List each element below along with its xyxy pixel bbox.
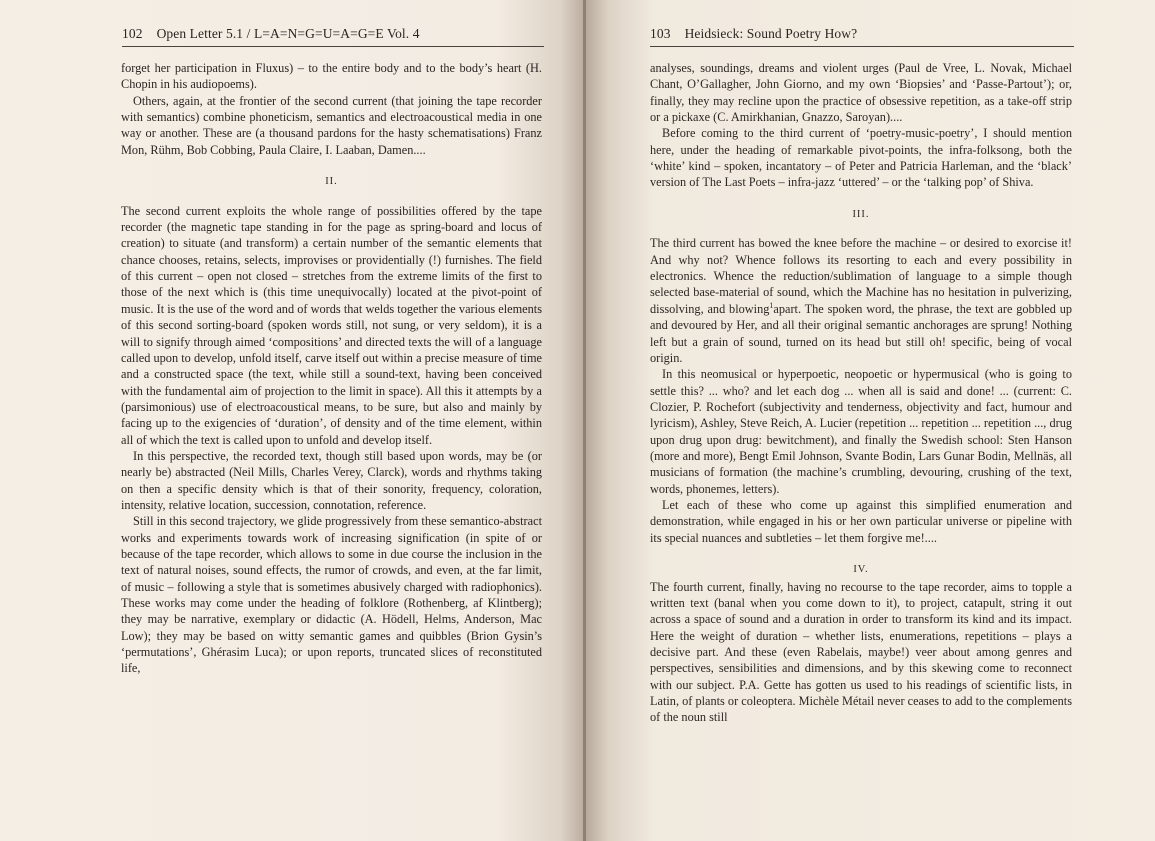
right-article-title: Heidsieck: Sound Poetry How? [684, 26, 858, 41]
spacer [121, 191, 542, 203]
section-number: III. [852, 209, 870, 221]
paragraph-text: The third current has bowed the knee before the machine – or desired to exorcise it! And why not? Whence follows its resorting to each and every possibility in electronics. Whence the reduction/sublimation of language to a simple though selected base-material of sound, which the Machine has no hesitation in pulverizing, dissolving, and blowing [650, 236, 1072, 316]
paragraph: The fourth current, finally, having no recourse to the tape recorder, aims to topple a written text (banal when you come down to it), to project, catapult, string it out across a space of sound and a duration in order to transform its kind and its impact. Here the weight of duration – whether lists, enumerations, repetitions – plays a decisive part. And these (even Rabelais, maybe!) veer about among genres and perspectives, sensibilities and dimensions, and by this skewing come to reconnect with our subject. P.A. Gette has gotten us used to his readings of scientific lists, in Latin, of plants or coleoptera. Michèle Métail never ceases to add to the complements of the noun still [650, 579, 1072, 725]
paragraph: In this perspective, the recorded text, though still based upon words, may be (or nearly be) abstracted (Neil Mills, Charles Verey, Clarck), words and rhythms taking on then a specific density which is that of their sonority, frequency, coloration, intensity, relative location, succession, connotation, reference. [121, 448, 542, 512]
paragraph: analyses, soundings, dreams and violent urges (Paul de Vree, L. Novak, Michael Chant, O’Gallagher, John Giorno, and my own ‘Biopsies’ and ‘Passe-Partout’); or, finally, they may recline upon the practice of obsessive repetition, as a take-off strip or a pickaxe (C. Amirkhanian, Gnazzo, Saroyan).... [650, 61, 1072, 125]
paragraph: Let each of these who come up against this simplified enumeration and demonstration, while engaged in his or her own particular universe or pipeline with its special nuances and subtleties – let them forgive me!.... [650, 497, 1072, 545]
right-body-text [650, 60, 1072, 726]
paragraph-text: apart. The spoken word, the phrase, the text are gobbled up and devoured by Her, and all their original semantic anchorages are sprung! Nothing left but a grain of sound, turned on its head but still oh! specific, being of vocal origin. [650, 301, 1072, 365]
spacer [121, 158, 542, 174]
left-page-number: 102 [122, 26, 143, 41]
paragraph [650, 235, 1072, 366]
left-body-text [121, 60, 542, 677]
section-number: II. [325, 176, 338, 188]
spacer [650, 191, 1072, 207]
paragraph: Before coming to the third current of ‘poetry-music-poetry’, I should mention here, under the heading of remarkable pivot-points, the infra-folksong, both the ‘white’ kind – spoken, incantatory – of Peter and Patricia Harleman, and the ‘black’ version of The Last Poets – infra-jazz ‘uttered’ – or the ‘talking pop’ of Shiva. [650, 126, 1072, 190]
spacer [650, 223, 1072, 235]
right-page-number: 103 [650, 26, 671, 41]
paragraph: forget her participation in Fluxus) – to the entire body and to the body’s heart (H. Chopin in his audiopoems). [121, 61, 542, 92]
left-running-head [122, 26, 544, 47]
paragraph: Still in this second trajectory, we glide progressively from these semantico-abstract works and experiments towards work of increasing signification (in spite of or because of the tape recorder, which allows to some in due course the inclusion in the text of natural noises, sound effects, the rumor of crowds, and even, at the far limit, of music – following a style that is sometimes abusively charged with radiophonics). These works may come under the heading of folklore (Rothenberg, af Klintberg); they may be narrative, exemplary or didactic (A. Hödell, Helms, Anderson, Mac Low); they may be based on witty semantic games and quibbles (Brion Gysin’s ‘permutations’, Ghérasim Luca); or upon reports, truncated slices of reconstituted life, [121, 514, 542, 676]
left-journal-title: Open Letter 5.1 / L=A=N=G=U=A=G=E Vol. 4 [156, 26, 420, 41]
right-running-head [650, 26, 1074, 47]
paragraph: The second current exploits the whole range of possibilities offered by the tape recorder (the magnetic tape standing in for the page as spring-board and locus of creation) to situate (and transform) a certain number of the semantic elements that chance chooses, retains, selects, improvises or providentially (!) furnishes. The field of this current – open not closed – stretches from the extreme limits of the first to those of the next which is (this time unequivocally) located at the pivot-point of music. It is the use of the word and of words that welds together the various elements of this second sorting-board (spoken words still, not sung, or very seldom), it is a will to signify through aimed ‘compositions’ and directed texts the will of a language called upon to develop, unfold itself, carve itself out within a precise measure of time and a constructed space (the text, while still a sound-text, having been conceived with the fundamental aim of projection to the limit in space). All this it attempts by a (parsimonious) use of electroacoustical means, to be sure, but also and mainly by facing up to the exigencies of ‘duration’, of density and of the time element, within all of which the text is called upon to unfold and develop itself. [121, 203, 542, 447]
paragraph: Others, again, at the frontier of the second current (that joining the tape recorder with semantics) combine phoneticism, semantics and electroacoustical media in one way or another. These are (a thousand pardons for the hasty schematisations) Franz Mon, Rühm, Bob Cobbing, Paula Claire, I. Laaban, Damen.... [121, 93, 542, 157]
paragraph: In this neomusical or hyperpoetic, neopoetic or hypermusical (who is going to settle this? ... who? and let each dog ... when all is said and done! ... (current: C. Clozier, P. Rochefort (subjectivity and tenderness, objectivity and fact, humour and lyricism), Ashley, Steve Reich, A. Lucier (repetition ... repetition ... repetition ..., drug upon drug upon drug: bewitchment), and finally the Swedish school: Sten Hanson (more and more), Bengt Emil Johnson, Svante Bodin, Lars Gunar Bodin, Mellnäs, all musicians of formation (the machine’s crumbling, devouring, crushing of the text, words, phonemes, letters). [650, 367, 1072, 496]
section-number: IV. [853, 564, 869, 576]
spacer [650, 546, 1072, 562]
footnote-marker: 1 [769, 300, 774, 310]
